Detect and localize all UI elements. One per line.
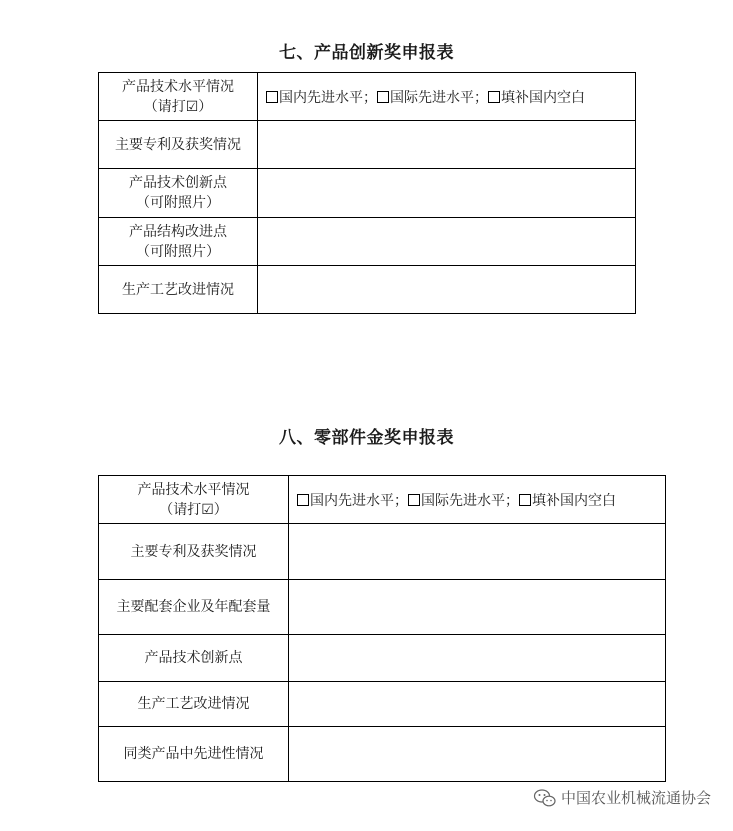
label-text: 产品结构改进点: [129, 223, 227, 240]
row-label: [99, 727, 289, 782]
label-text: 产品技术水平情况: [137, 481, 250, 498]
table-row: [99, 266, 636, 314]
input-cell[interactable]: [289, 682, 666, 727]
input-cell[interactable]: [289, 727, 666, 782]
option-label: 填补国内空白: [532, 492, 616, 509]
row-label: [99, 580, 289, 635]
section8-title: 八、零部件金奖申报表: [279, 428, 454, 448]
input-cell[interactable]: [289, 524, 666, 580]
input-cell[interactable]: [258, 218, 636, 266]
label-text: 主要专利及获奖情况: [115, 136, 241, 153]
row-label: [99, 73, 258, 121]
checkbox-fill-domestic-gap[interactable]: [519, 494, 531, 506]
label-subtext: （可附照片）: [136, 243, 220, 260]
label-text: 产品技术创新点: [144, 650, 243, 666]
watermark: [533, 787, 711, 808]
label-text: 生产工艺改进情况: [137, 696, 250, 712]
label-subtext: （请打☑）: [159, 501, 228, 518]
row-label: [99, 682, 289, 727]
table-row: [99, 121, 636, 169]
checkbox-domestic-advanced[interactable]: [297, 494, 309, 506]
watermark-text: 中国农业机械流通协会: [560, 789, 711, 807]
tech-level-options: [258, 73, 636, 121]
table-row: [99, 682, 666, 727]
wechat-icon: [533, 788, 557, 808]
section7-title: 七、产品创新奖申报表: [279, 43, 454, 63]
input-cell[interactable]: [258, 121, 636, 169]
input-cell[interactable]: [258, 266, 636, 314]
option-label: 国内先进水平；: [310, 492, 408, 509]
row-label: [99, 635, 289, 682]
label-text: 主要专利及获奖情况: [130, 543, 257, 560]
option-label: 填补国内空白: [501, 89, 585, 106]
table-row: [99, 476, 666, 524]
table-row: [99, 73, 636, 121]
option-label: 国际先进水平；: [421, 492, 519, 509]
row-label: [99, 169, 258, 218]
checkbox-international-advanced[interactable]: [408, 494, 420, 506]
checkbox-domestic-advanced[interactable]: [266, 91, 278, 103]
table-row: [99, 218, 636, 266]
table-row: [99, 169, 636, 218]
row-label: [99, 266, 258, 314]
component-gold-award-table: [98, 475, 666, 782]
table-row: [99, 635, 666, 682]
table-row: [99, 580, 666, 635]
label-text: 产品技术创新点: [129, 175, 227, 191]
row-label: [99, 524, 289, 580]
input-cell[interactable]: [289, 580, 666, 635]
table-row: [99, 524, 666, 580]
product-innovation-award-table: [98, 72, 636, 314]
row-label: [99, 218, 258, 266]
row-label: [99, 476, 289, 524]
input-cell[interactable]: [289, 635, 666, 682]
option-label: 国内先进水平；: [279, 89, 377, 106]
label-text: 产品技术水平情况: [122, 78, 234, 95]
option-label: 国际先进水平；: [390, 89, 488, 106]
row-label: [99, 121, 258, 169]
table-row: [99, 727, 666, 782]
label-subtext: （请打☑）: [143, 98, 213, 115]
label-text: 主要配套企业及年配套量: [116, 599, 271, 615]
label-subtext: （可附照片）: [136, 195, 220, 211]
checkbox-fill-domestic-gap[interactable]: [488, 91, 500, 103]
label-text: 同类产品中先进性情况: [123, 746, 264, 762]
label-text: 生产工艺改进情况: [122, 281, 234, 298]
input-cell[interactable]: [258, 169, 636, 218]
checkbox-international-advanced[interactable]: [377, 91, 389, 103]
tech-level-options: [289, 476, 666, 524]
